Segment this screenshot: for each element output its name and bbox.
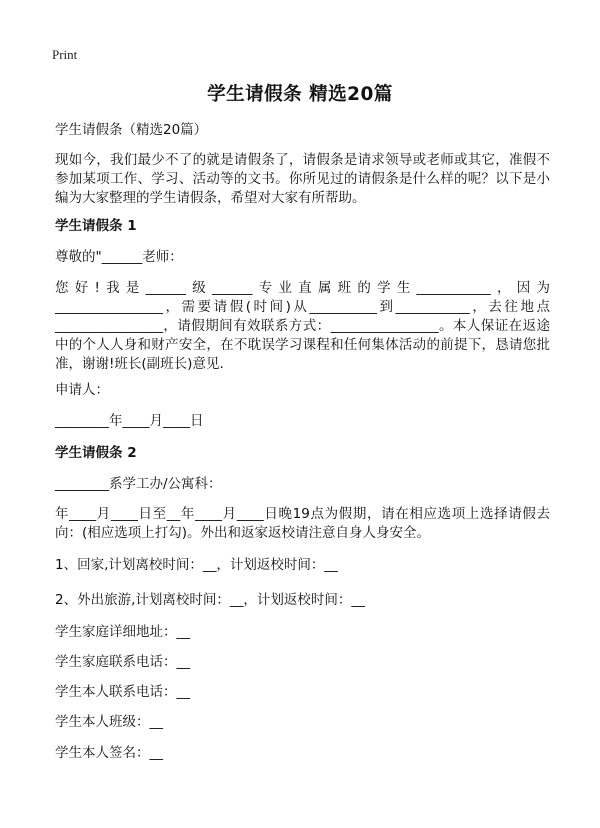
list-item: 学生家庭详细地址：__ xyxy=(55,624,190,640)
intro-paragraph: 现如今，我们最少不了的就是请假条了，请假条是请求领导或老师或其它，准假不参加某项工作、学习、活动等的文书。你所见过的请假条是什么样的呢？以下是小编为大家整理的学生请假条，希望对大家有所帮助。 xyxy=(55,152,550,206)
section1-heading: 学生请假条 1 xyxy=(55,218,137,234)
print-link[interactable]: Print xyxy=(52,47,78,62)
section1-applicant: 申请人： xyxy=(55,382,109,398)
section2-dept: ________系学工办/公寓科： xyxy=(55,476,222,492)
section2-heading: 学生请假条 2 xyxy=(55,445,137,461)
section1-greeting: 尊敬的"______老师： xyxy=(55,249,183,265)
list-item: 学生本人签名：__ xyxy=(55,745,163,761)
list-item: 1、回家,计划离校时间：__，计划返校时间：__ xyxy=(55,557,338,573)
list-item: 学生本人班级：__ xyxy=(55,714,163,730)
document-subtitle: 学生请假条（精选20篇） xyxy=(55,122,208,138)
list-item: 2、外出旅游,计划离校时间：__，计划返校时间：__ xyxy=(55,592,365,608)
section2-body: 年____月____日至__年____月____日晚19点为假期，请在相应选项上选择请假去向：(相应选项上打勾)。外出和返家返校请注意自身人身安全。 xyxy=(55,506,550,541)
list-item: 学生家庭联系电话：__ xyxy=(55,654,190,670)
page-title: 学生请假条 精选20篇 xyxy=(207,84,393,105)
section1-date: ________年____月____日 xyxy=(55,413,204,429)
list-item: 学生本人联系电话：__ xyxy=(55,684,190,700)
section1-body: 您好!我是______级______专业直属班的学生___________，因为________________，需要请假(时间)从__________到___________，去往地点________________，请假期间有效联系方式：________________。本人保证在返途中的个人人身和财产安全，在不耽误学习课程和任何集体活动的前提下，恳请您批准，谢谢!班长(副班长)意见. xyxy=(55,280,550,372)
